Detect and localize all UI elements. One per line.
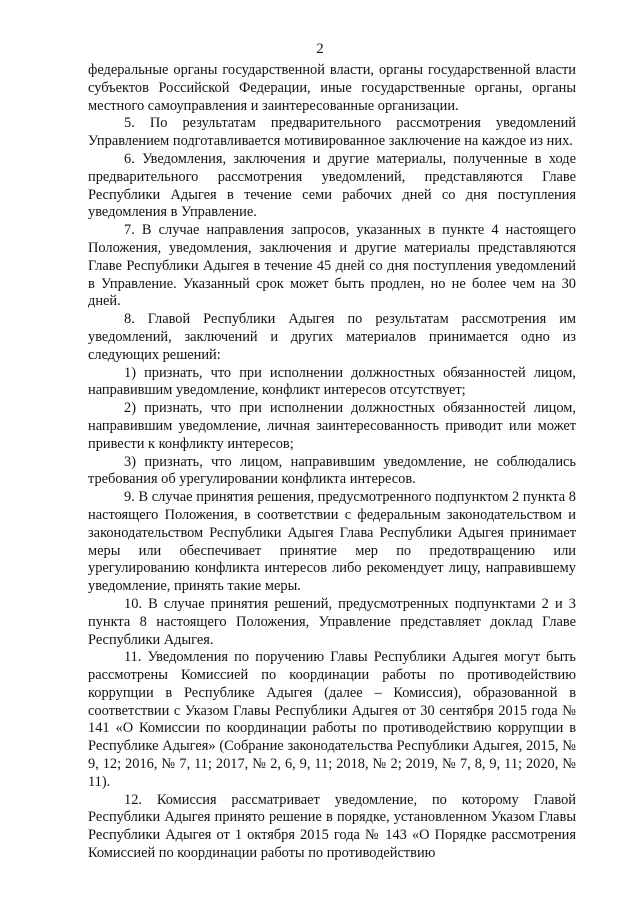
page-number: 2 xyxy=(316,41,324,57)
paragraph-item-8-sub-1: 1) признать, что при исполнении должностных обязанностей лицом, направившим уведомление, конфликт интересов отсутствует; xyxy=(88,364,576,399)
document-body xyxy=(88,62,576,863)
paragraph-item-8-sub-3: 3) признать, что лицом, направившим уведомление, не соблюдались требования об урегулировании конфликта интересов. xyxy=(88,453,576,488)
paragraph-item-7: 7. В случае направления запросов, указанных в пункте 4 настоящего Положения, уведомления, заключения и другие материалы представляются Главе Республики Адыгея в течение 45 дней со дня поступления уведомлений в Управление. Указанный срок может быть продлен, но не более чем на 30 дней. xyxy=(88,222,576,310)
paragraph-item-11: 11. Уведомления по поручению Главы Республики Адыгея могут быть рассмотрены Комиссией по координации работы по противодействию коррупции в Республике Адыгея (далее – Комиссия), образованной в соответствии с Указом Главы Республики Адыгея от 30 сентября 2015 года № 141 «О Комиссии по координации работы по противодействию коррупции в Республике Адыгея» (Собрание законодательства Республики Адыгея, 2015, № 9, 12; 2016, № 7, 11; 2017, № 2, 6, 9, 11; 2018, № 2; 2019, № 7, 8, 9, 11; 2020, № 11). xyxy=(88,649,576,790)
paragraph-item-8: 8. Главой Республики Адыгея по результатам рассмотрения им уведомлений, заключений и других материалов принимается одно из следующих решений: xyxy=(88,311,576,363)
paragraph-item-5: 5. По результатам предварительного рассмотрения уведомлений Управлением подготавливается мотивированное заключение на каждое из них. xyxy=(88,115,576,150)
paragraph-item-8-sub-2: 2) признать, что при исполнении должностных обязанностей лицом, направившим уведомление, личная заинтересованность приводит или может привести к конфликту интересов; xyxy=(88,400,576,452)
paragraph-item-10: 10. В случае принятия решений, предусмотренных подпунктами 2 и 3 пункта 8 настоящего Положения, Управление представляет доклад Главе Республики Адыгея. xyxy=(88,595,576,648)
paragraph-item-12: 12. Комиссия рассматривает уведомление, по которому Главой Республики Адыгея принято решение в порядке, установленном Указом Главы Республики Адыгея от 1 октября 2015 года № 143 «О Порядке рассмотрения Комиссией по координации работы по противодействию xyxy=(88,791,576,862)
paragraph-continuation: федеральные органы государственной власти, органы государственной власти субъектов Российской Федерации, иные государственные органы, органы местного самоуправления и заинтересованные организации. xyxy=(88,62,576,114)
paragraph-item-6: 6. Уведомления, заключения и другие материалы, полученные в ходе предварительного рассмотрения уведомлений, представляются Главе Республики Адыгея в течение семи рабочих дней со дня поступления уведомления в Управление. xyxy=(88,150,576,221)
paragraph-item-9: 9. В случае принятия решения, предусмотренного подпунктом 2 пункта 8 настоящего Положения, в соответствии с федеральным законодательством и законодательством Республики Адыгея Глава Республики Адыгея принимает меры или обеспечивает принятие мер по предотвращению или урегулированию конфликта интересов либо рекомендует лицу, направившему уведомление, принять такие меры. xyxy=(88,489,576,595)
